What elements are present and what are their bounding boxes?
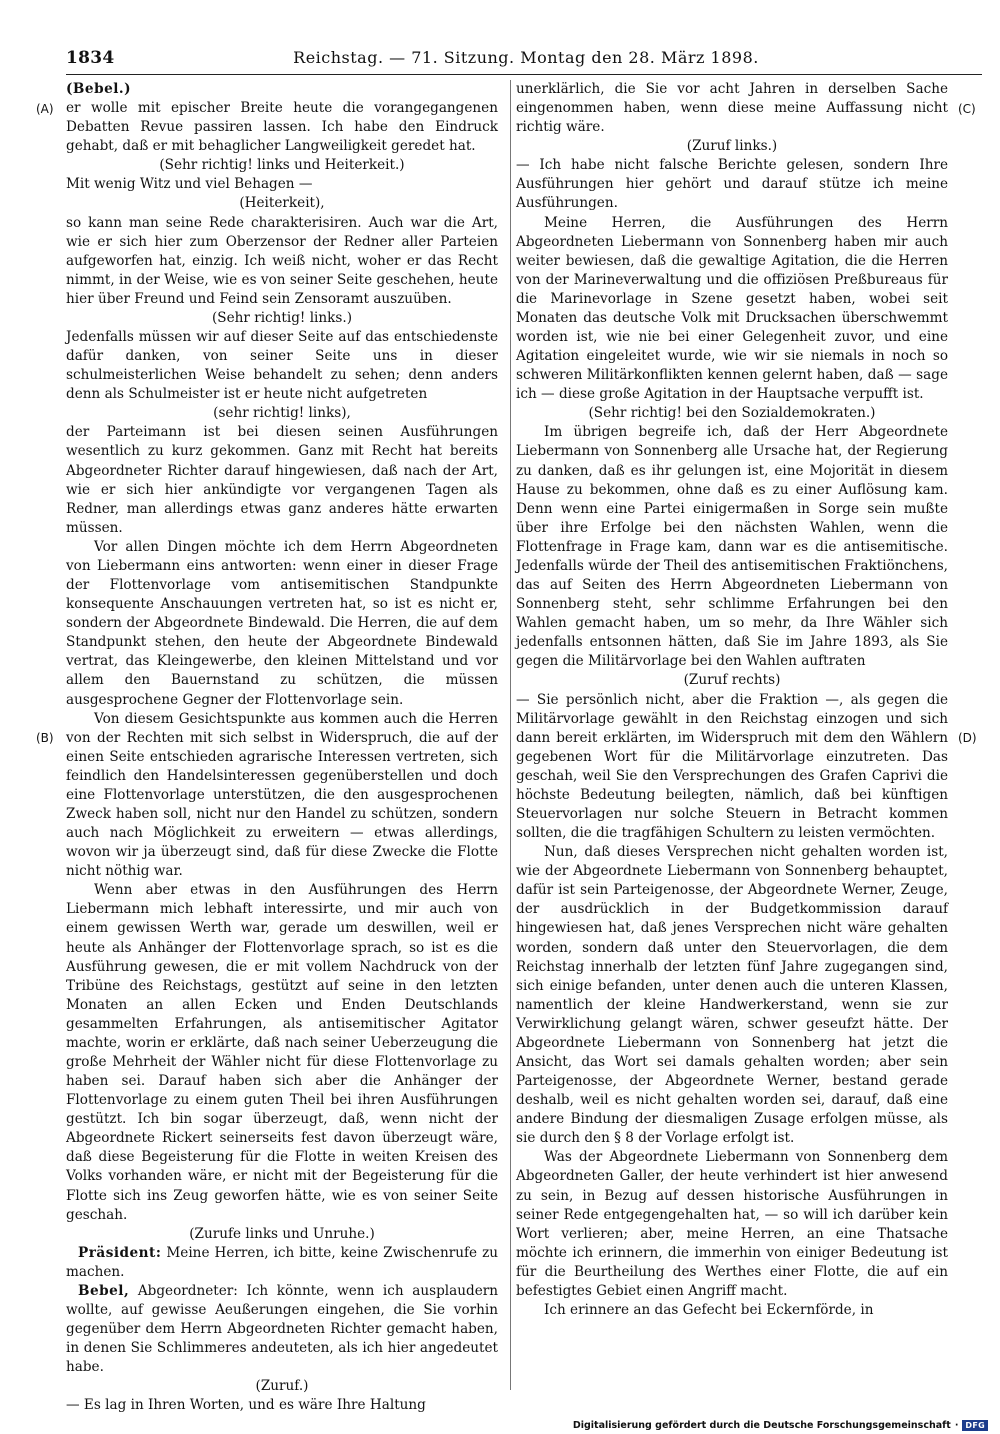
paragraph: Vor allen Dingen möchte ich dem Herrn Abgeordneten von Liebermann eins antworten: wenn einer in dieser Frage der Flottenvorlage vom antisemitischen Standpunkte konsequente Anschauungen vertreten hat, so ist es nicht er, sondern der Abgeordnete Bindewald. Die Herren, die auf dem Standpunkt stehen, den heute der Abgeordnete Bindewald vertrat, das Kleingewerbe, den kleinen Mittelstand und vor allem den Bauernstand zu schützen, die müssen ausgesprochene Gegner der Flottenvorlage sein.: [66, 538, 498, 708]
paragraph: Ich erinnere an das Gefecht bei Eckernförde, in: [544, 1302, 874, 1318]
margin-marker-b: (B): [36, 731, 54, 745]
interjection: (Sehr richtig! links und Heiterkeit.): [159, 157, 405, 174]
left-column: [66, 80, 498, 1415]
interjection: (Sehr richtig! links.): [211, 309, 353, 326]
page-header: [66, 48, 986, 72]
paragraph: Mit wenig Witz und viel Behagen —: [66, 176, 313, 193]
paragraph: Im übrigen begreife ich, daß der Herr Abgeordnete Liebermann von Sonnenberg alle Ursache hat, der Regierung zu danken, daß es ihr gelungen ist, eine Mojorität in diesem Hause zu bekommen, ohne daß es zu einer Auflösung kam. Denn wenn eine Partei einigermaßen in Sorge sein mußte über ihre Erfolge bei den nächsten Wahlen, wenn die Flottenfrage in Frage kam, dann war es die antisemitische. Jedenfalls würde der Theil des antisemitischen Fraktiönchens, das auf Seiten des Herrn Abgeordneten Liebermann von Sonnenberg steht, sehr schlimme Erfahrungen bei den Wahlen gemacht haben, um so mehr, da Ihre Wähler sich jedenfalls entsonnen hätten, daß Sie im Jahre 1893, als Sie gegen die Militärvorlage bei den Wahlen auftraten: [516, 424, 948, 670]
paragraph: so kann man seine Rede charakterisiren. Auch war die Art, wie er sich hier zum Oberzensor der Redner aller Parteien aufgeworfen hat, einzig. Ich weiß nicht, woher er das Recht nimmt, in der Weise, wie es von seiner Seite geschehen, heute hier über Freund und Feind sein Zensoramt auszuüben.: [66, 214, 498, 307]
paragraph: der Parteimann ist bei diesen seinen Ausführungen wesentlich zu kurz gekommen. Ganz mit Recht hat bereits Abgeordneter Richter darauf hingewiesen, daß nach der Art, wie er sich hier ankündigte vor vergangenen Tagen als Redner, man allerdings etwas ganz anderes hätte erwarten müssen.: [66, 424, 498, 536]
paragraph: — Ich habe nicht falsche Berichte gelesen, sondern Ihre Ausführungen hier gehört und darauf stütze ich meine Ausführungen.: [516, 157, 948, 212]
page-number: 1834: [66, 48, 115, 68]
running-head: Reichstag. — 71. Sitzung. Montag den 28. März 1898.: [293, 48, 759, 67]
margin-marker-c: (C): [958, 102, 976, 116]
paragraph: Jedenfalls müssen wir auf dieser Seite auf das entschiedenste dafür danken, von seiner Seite uns in dieser schulmeisterlichen Weise behandelt zu sehen; denn anders denn als Schulmeister ist er heute nicht aufgetreten: [66, 329, 498, 403]
paragraph: unerklärlich, die Sie vor acht Jahren in derselben Sache eingenommen haben, wenn diese meine Auffassung nicht richtig wäre.: [516, 81, 948, 136]
separator-dot: ·: [954, 1419, 959, 1431]
paragraph: Von diesem Gesichtspunkte aus kommen auch die Herren von der Rechten mit sich selbst in Widerspruch, die auf der einen Seite entschieden agrarische Interessen vertreten, sich feindlich den Handelsinteressen gegenüberstellen und doch eine Flottenvorlage unterstützen, die den ausgesprochenen Zweck haben soll, nicht nur den Handel zu schützen, sondern auch nach Möglichkeit zu erweitern — etwas allerdings, wovon wir ja überzeugt sind, daß für diese Zwecke die Flotte nicht nöthig war.: [66, 710, 498, 880]
footer-text: Digitalisierung gefördert durch die Deutsche Forschungsgemeinschaft: [572, 1419, 951, 1431]
interjection: (Zurufe links und Unruhe.): [189, 1225, 375, 1242]
header-rule: [66, 74, 982, 75]
president-statement: Präsident: Meine Herren, ich bitte, keine Zwischenrufe zu machen.: [66, 1244, 498, 1280]
paragraph: Nun, daß dieses Versprechen nicht gehalten worden ist, wie der Abgeordnete Liebermann von Sonnenberg behauptet, dafür ist sein Parteigenosse, der Abgeordnete Werner, Zeuge, der ausdrücklich in der Budgetkommission darauf hingewiesen hat, daß jenes Versprechen nicht wäre gehalten worden, sondern daß unter den Steuervorlagen, die dem Reichstag innerhalb der letzten fünf Jahre zugegangen sind, sich einige befanden, unter denen auch die unteren Klassen, namentlich der kleine Handwerkerstand, wenn sie zur Verwirklichung gelangt wären, schwer geseufzt hätte. Der Abgeordnete Liebermann von Sonnenberg hat jetzt die Ansicht, das Wort sei damals gehalten worden; aber sein Parteigenosse, der Abgeordnete Werner, bestand gerade deshalb, weil es nicht gehalten worden sei, darauf, daß eine andere Bindung der diesmaligen Zusage erfolgen müsse, als sie durch den § 8 der Vorlage erfolgt ist.: [516, 844, 948, 1147]
margin-marker-d: (D): [958, 731, 977, 745]
paragraph: — Es lag in Ihren Worten, und es wäre Ihre Haltung: [66, 1397, 426, 1414]
dfg-logo-icon: DFG: [962, 1420, 988, 1431]
right-column: [516, 80, 948, 1320]
interjection: (Sehr richtig! bei den Sozialdemokraten.): [588, 405, 876, 422]
paragraph: er wolle mit epischer Breite heute die vorangegangenen Debatten Revue passiren lassen. Ich habe den Eindruck gehabt, daß er mit behaglicher Langweiligkeit geredet hat.: [66, 100, 498, 155]
interjection: (Zuruf.): [255, 1378, 309, 1395]
margin-marker-a: (A): [36, 102, 54, 116]
speaker-continuation: (Bebel.): [66, 81, 132, 97]
interjection: (sehr richtig! links),: [213, 405, 351, 422]
bebel-statement: Bebel, Abgeordneter: Ich könnte, wenn ich ausplaudern wollte, auf gewisse Aeußerungen eingehen, die Sie vorhin gegenüber dem Herrn Abgeordneten Richter gemacht haben, in denen Sie Schlimmeres andeuteten, als ich hier angedeutet habe.: [66, 1282, 498, 1376]
paragraph: Meine Herren, die Ausführungen des Herrn Abgeordneten Liebermann von Sonnenberg haben mir auch weiter bewiesen, daß die gewaltige Agitation, die die Herren von der Marineverwaltung und die offiziösen Preßbureaus für die Marinevorlage in Szene gesetzt haben, wobei seit Monaten das deutsche Volk mit Drucksachen überschwemmt worden ist, wie nie bei einer Gelegenheit zuvor, und eine Agitation eingeleitet wurde, wie wir sie niemals in noch so schweren Militärkonflikten kennen gelernt haben, daß — sage ich — diese große Agitation in der Hauptsache verpufft ist.: [516, 214, 948, 403]
footer-credit: [573, 1418, 988, 1432]
paragraph: — Sie persönlich nicht, aber die Fraktion —, als gegen die Militärvorlage gewählt in den Reichstag einzogen und sich dann bereit erklärten, im Widerspruch mit dem den Wählern gegebenen Wort für die Militärvorlage einzutreten. Das geschah, weil Sie den Versprechungen des Grafen Caprivi die höchste Bedeutung beilegten, nämlich, daß bei künftigen Steuervorlagen nur solche Steuern in Betracht kommen sollten, die die tragfähigen Schultern zu leisten vermöchten.: [516, 691, 948, 842]
column-divider: [510, 80, 511, 1390]
interjection: (Zuruf links.): [686, 138, 778, 155]
interjection: (Zuruf rechts): [683, 672, 781, 689]
paragraph: Wenn aber etwas in den Ausführungen des Herrn Liebermann mich lebhaft interessirte, und mir auch von einem gewissen Werth war, gerade um deswillen, weil er heute als Anhänger der Flottenvorlage sprach, so ist es die Ausführung gewesen, die er mit vollem Nachdruck von der Tribüne des Reichstags, gestützt auf seine in den letzten Monaten an allen Ecken und Enden Deutschlands gesammelten Erfahrungen, als antisemitischer Agitator machte, worin er erklärte, daß nach seiner Ueberzeugung die große Mehrheit der Wähler nicht für diese Flottenvorlage zu haben sei. Darauf haben sich aber die Anhänger der Flottenvorlage zu einem guten Theil bei ihren Ausführungen gestützt. Ich bin sogar überzeugt, daß, wenn nicht der Abgeordnete Rickert seinerseits fest davon überzeugt wäre, daß diese Begeisterung für die Flotte in weiten Kreisen des Volks vorhanden wäre, er nicht mit der Begeisterung für die Flotte sich ins Zeug geworfen hätte, wie es von seiner Seite geschah.: [66, 882, 498, 1223]
paragraph: Was der Abgeordnete Liebermann von Sonnenberg dem Abgeordneten Galler, der heute verhindert ist hier anwesend zu sein, in Bezug auf dessen historische Ausführungen in seiner Rede entgegengehalten hat, — so will ich darüber kein Wort verlieren; aber, meine Herren, an eine Thatsache möchte ich erinnern, die immerhin von einiger Bedeutung ist für die Beurtheilung des Werthes einer Flotte, die auf ein befestigtes Gebiet einen Angriff macht.: [516, 1149, 948, 1299]
interjection: (Heiterkeit),: [239, 195, 325, 212]
